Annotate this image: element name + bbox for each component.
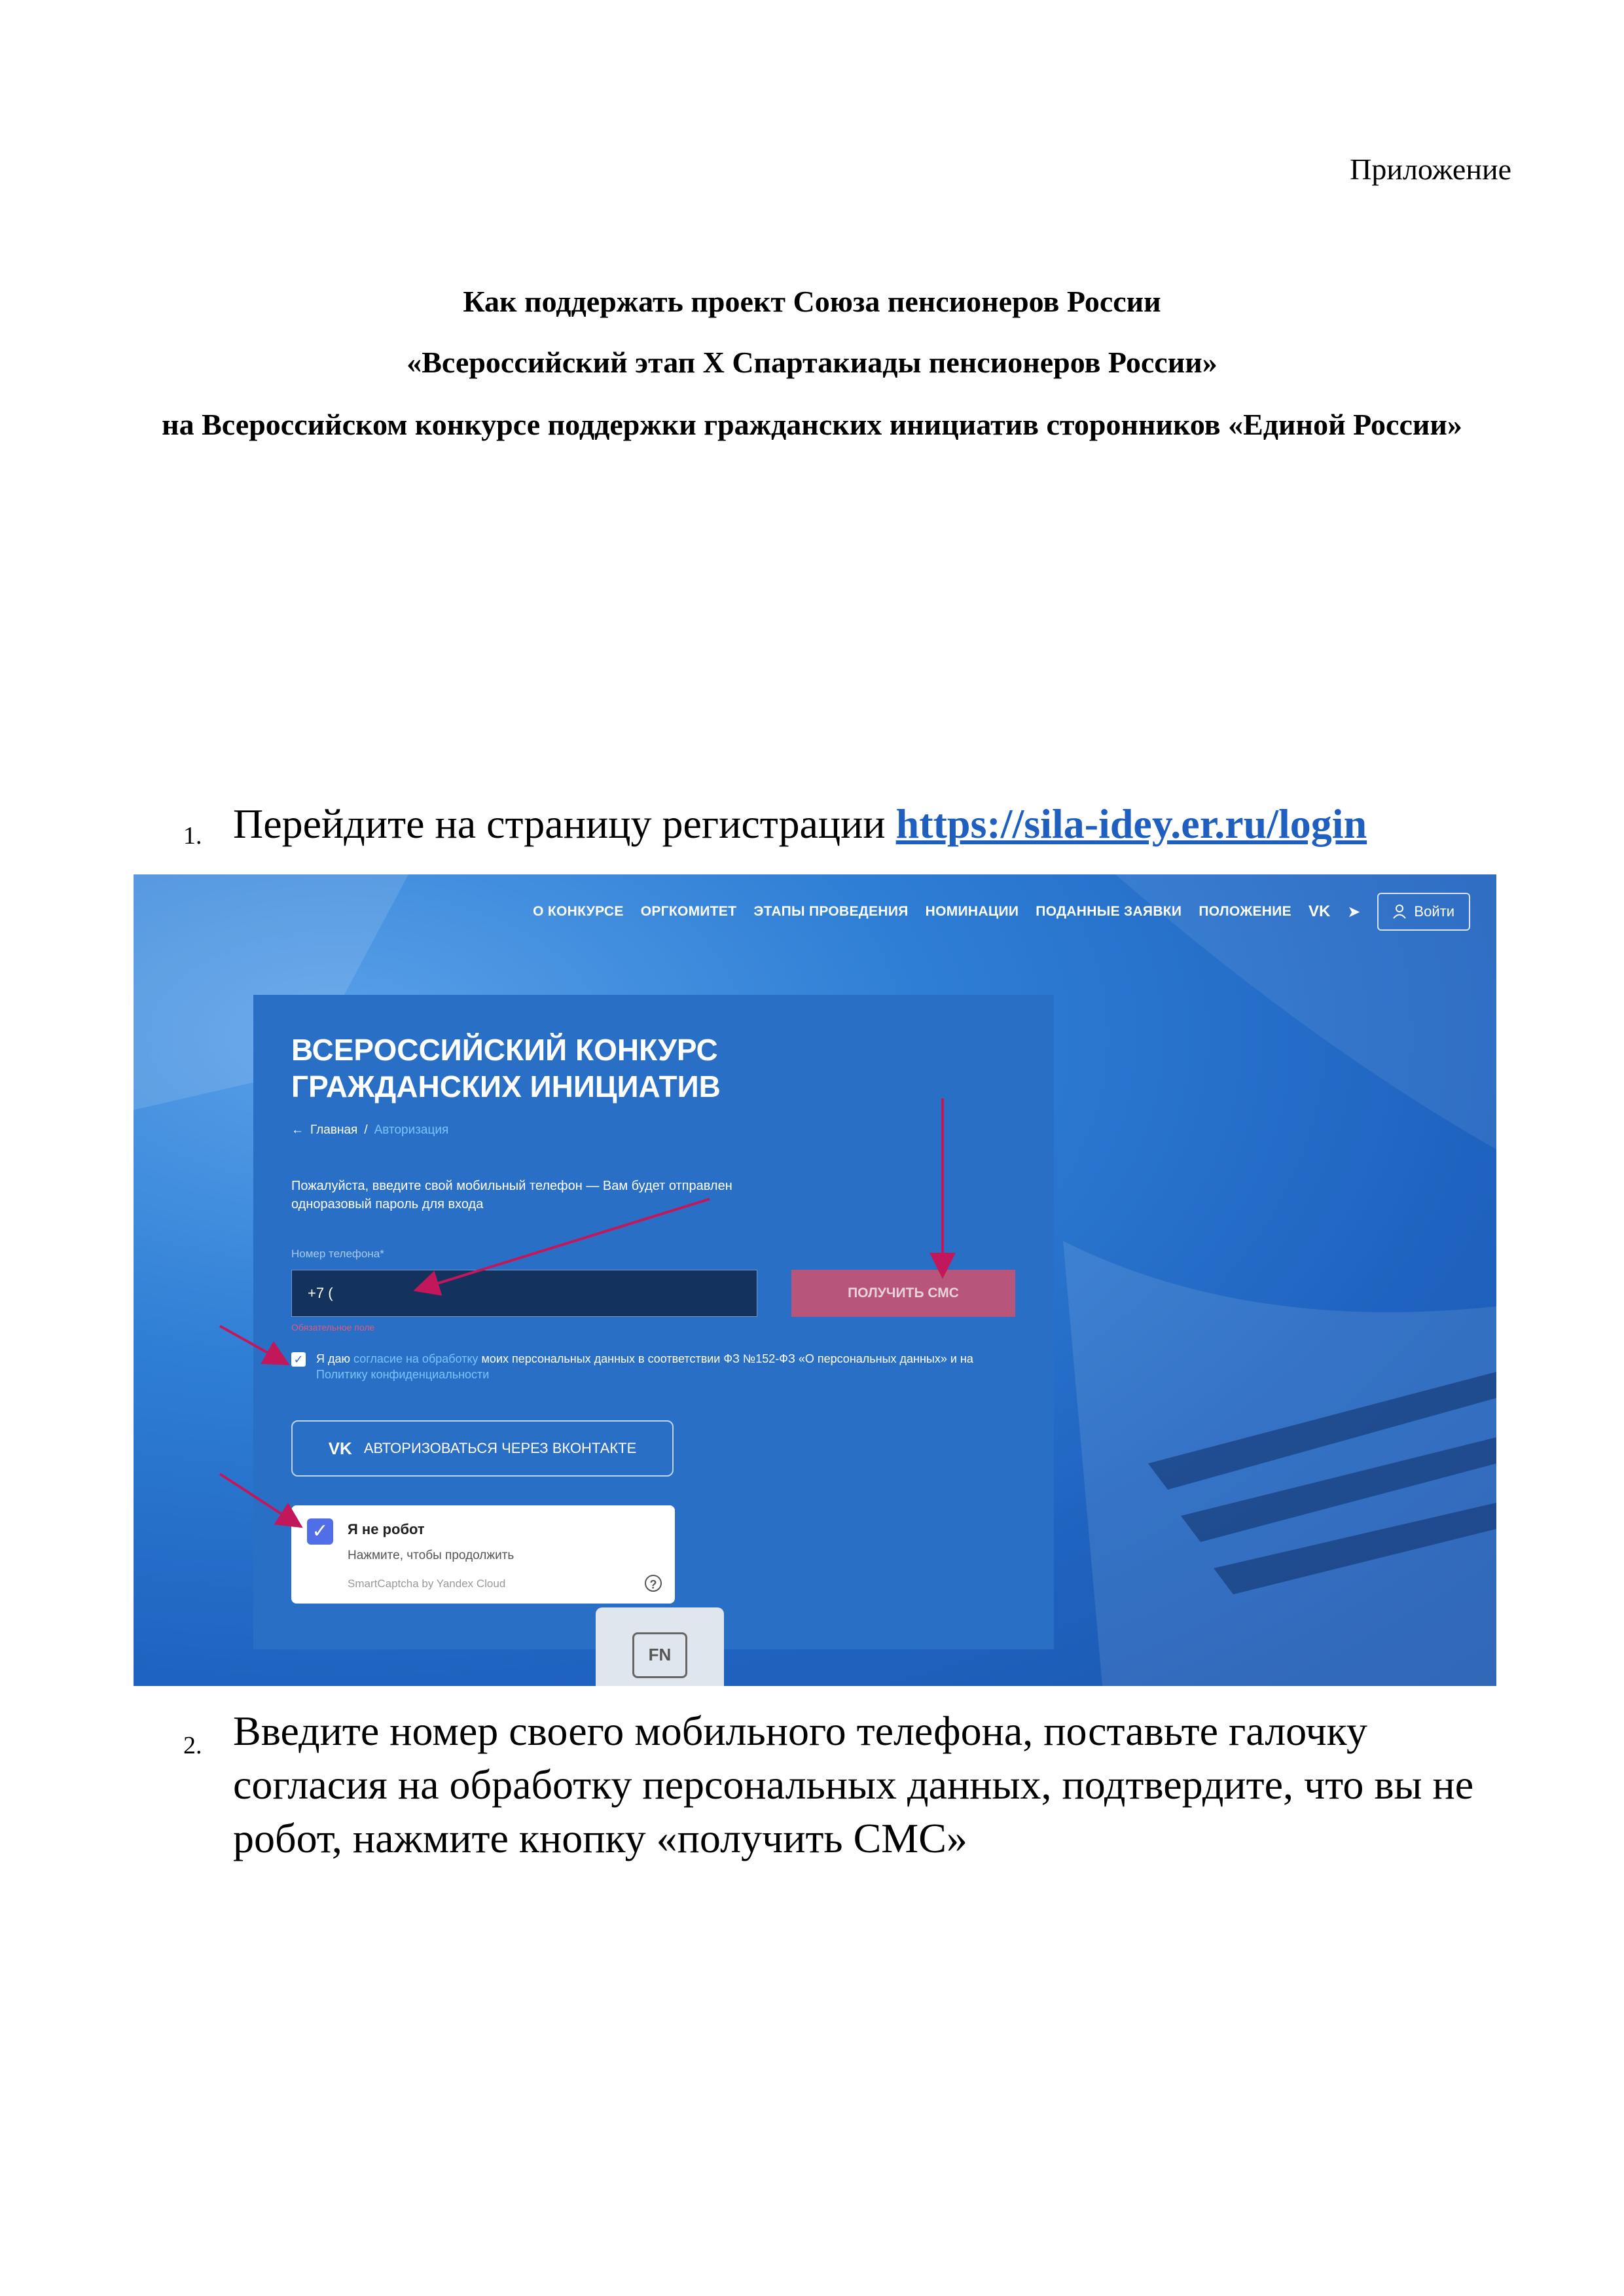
- intro-text: Пожалуйста, введите свой мобильный телефон — Вам будет отправлен одноразовый пароль для входа: [291, 1179, 732, 1211]
- annotation-arrows: [134, 874, 1496, 1686]
- captcha-brand: SmartCaptcha by Yandex Cloud: [348, 1577, 506, 1590]
- captcha-checkbox[interactable]: ✓: [307, 1518, 333, 1545]
- arrow-to-consent-checkbox: [220, 1326, 285, 1363]
- step-1-label: Перейдите на страницу регистрации: [233, 800, 886, 847]
- arrow-to-phone-input: [418, 1199, 710, 1289]
- breadcrumb-home[interactable]: Главная: [310, 1123, 358, 1137]
- fn-key-label: FN: [632, 1632, 687, 1678]
- breadcrumb-separator: /: [364, 1123, 368, 1137]
- card-title: ВСЕРОССИЙСКИЙ КОНКУРС ГРАЖДАНСКИХ ИНИЦИАТИВ: [291, 1033, 721, 1103]
- nav-regulations[interactable]: ПОЛОЖЕНИЕ: [1199, 904, 1291, 919]
- telegram-icon[interactable]: ➤: [1347, 903, 1361, 921]
- step-2-text: Введите номер своего мобильного телефона, поставьте галочку согласия на обработку персональных данных, подтвердите, что вы не робот, нажмите кнопку «получить СМС»: [233, 1708, 1474, 1861]
- required-note: Обязательное поле: [291, 1322, 375, 1333]
- nav-nominations[interactable]: НОМИНАЦИИ: [925, 904, 1019, 919]
- arrow-to-captcha: [220, 1474, 298, 1525]
- doc-title-line2: «Всероссийский этап X Спартакиады пенсионеров России»: [406, 346, 1218, 379]
- captcha-subtitle: Нажмите, чтобы продолжить: [348, 1549, 514, 1562]
- step-1-number: 1.: [183, 822, 202, 850]
- privacy-policy-link[interactable]: Политику конфиденциальности: [316, 1368, 490, 1381]
- doc-title-line3: на Всероссийском конкурсе поддержки гражданских инициатив сторонников «Единой России»: [162, 408, 1462, 441]
- nav-about[interactable]: О КОНКУРСЕ: [533, 904, 624, 919]
- doc-title-line1: Как поддержать проект Союза пенсионеров России: [463, 285, 1161, 318]
- phone-input[interactable]: +7 (: [291, 1270, 757, 1317]
- registration-link[interactable]: https://sila-idey.er.ru/login: [895, 800, 1367, 847]
- captcha-title: Я не робот: [348, 1521, 425, 1537]
- login-label: Войти: [1414, 903, 1454, 920]
- phone-label: Номер телефона*: [291, 1247, 384, 1260]
- breadcrumb-current: Авторизация: [374, 1123, 449, 1137]
- back-arrow-icon[interactable]: ←: [291, 1123, 304, 1137]
- website-screenshot: [134, 874, 1496, 1686]
- help-icon[interactable]: ?: [645, 1575, 662, 1592]
- vk-icon[interactable]: VK: [1308, 903, 1331, 920]
- nav-applications[interactable]: ПОДАННЫЕ ЗАЯВКИ: [1036, 904, 1182, 919]
- appendix-label: Приложение: [1350, 152, 1511, 186]
- vk-logo-icon: VK: [328, 1438, 352, 1458]
- nav-orgcommittee[interactable]: ОРГКОМИТЕТ: [640, 904, 737, 919]
- get-sms-button[interactable]: ПОЛУЧИТЬ СМС: [791, 1270, 1015, 1317]
- consent-link[interactable]: согласие на обработку: [353, 1352, 478, 1365]
- consent-text-1: Я даю: [316, 1352, 354, 1365]
- step-2-number: 2.: [183, 1732, 202, 1759]
- consent-text-2: моих персональных данных в соответствии ФЗ №152-ФЗ «О персональных данных» и на: [478, 1352, 973, 1365]
- consent-checkbox[interactable]: ✓: [291, 1352, 306, 1367]
- step-1-text: [233, 797, 1496, 851]
- vk-auth-label: АВТОРИЗОВАТЬСЯ ЧЕРЕЗ ВКОНТАКТЕ: [363, 1440, 637, 1456]
- nav-stages[interactable]: ЭТАПЫ ПРОВЕДЕНИЯ: [753, 904, 909, 919]
